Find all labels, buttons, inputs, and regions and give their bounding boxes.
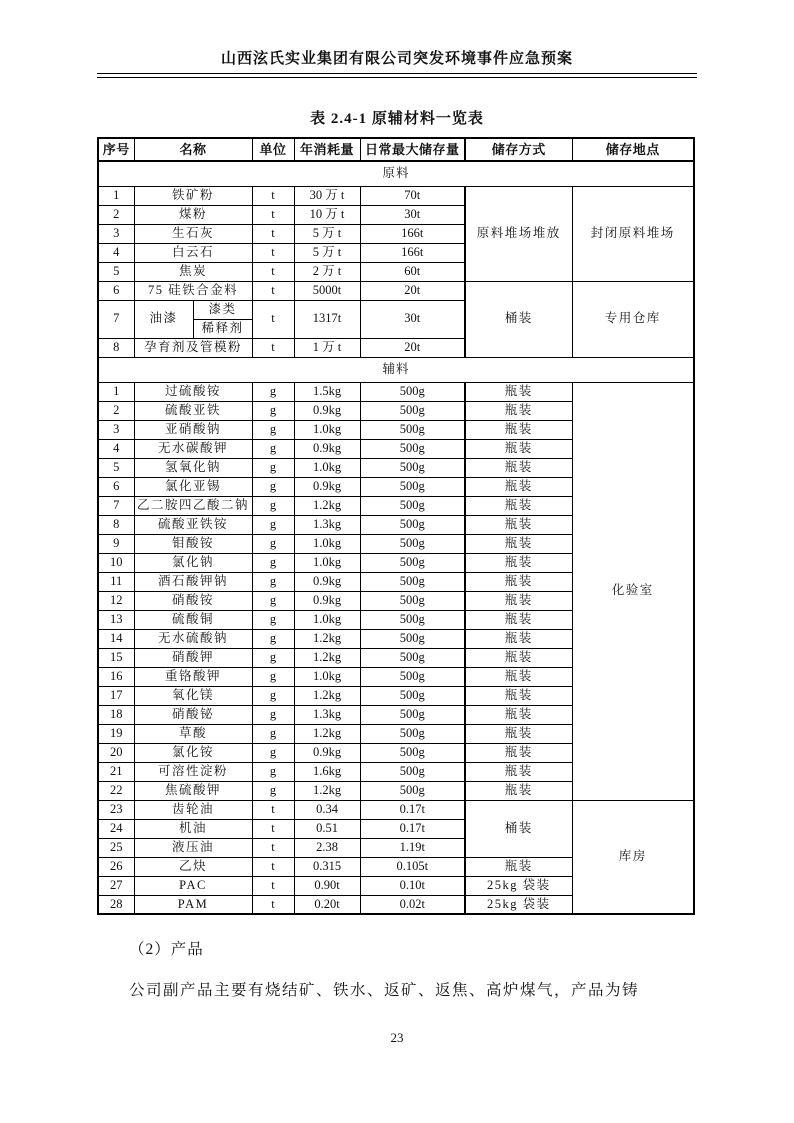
max-storage: 500g bbox=[360, 572, 465, 591]
storage-location: 库房 bbox=[572, 800, 694, 914]
max-storage: 30t bbox=[360, 205, 465, 224]
max-storage: 0.17t bbox=[360, 800, 465, 819]
annual-consumption: 1.0kg bbox=[294, 458, 360, 477]
material-name: PAM bbox=[134, 895, 252, 914]
material-name: 硫酸亚铁 bbox=[134, 401, 252, 420]
material-name: 铁矿粉 bbox=[134, 186, 252, 205]
material-name: 机油 bbox=[134, 819, 252, 838]
col-header-annual: 年消耗量 bbox=[294, 138, 360, 161]
page-content bbox=[97, 0, 697, 1002]
max-storage: 0.105t bbox=[360, 857, 465, 876]
annual-consumption: 1.0kg bbox=[294, 667, 360, 686]
row-no: 6 bbox=[98, 477, 134, 496]
unit: g bbox=[252, 705, 294, 724]
unit: t bbox=[252, 262, 294, 281]
max-storage: 20t bbox=[360, 281, 465, 300]
annual-consumption: 0.315 bbox=[294, 857, 360, 876]
row-no: 2 bbox=[98, 401, 134, 420]
body-text-block bbox=[97, 939, 717, 1002]
unit: g bbox=[252, 610, 294, 629]
material-name: 草酸 bbox=[134, 724, 252, 743]
annual-consumption: 10 万 t bbox=[294, 205, 360, 224]
material-name: 氯化钠 bbox=[134, 553, 252, 572]
material-name: 过硫酸铵 bbox=[134, 382, 252, 401]
unit: g bbox=[252, 382, 294, 401]
unit: g bbox=[252, 591, 294, 610]
material-name: 生石灰 bbox=[134, 224, 252, 243]
max-storage: 500g bbox=[360, 515, 465, 534]
max-storage: 20t bbox=[360, 338, 465, 357]
storage-method: 桶装 bbox=[465, 281, 572, 357]
annual-consumption: 30 万 t bbox=[294, 186, 360, 205]
row-no: 5 bbox=[98, 262, 134, 281]
row-no: 5 bbox=[98, 458, 134, 477]
max-storage: 1.19t bbox=[360, 838, 465, 857]
max-storage: 500g bbox=[360, 610, 465, 629]
unit: t bbox=[252, 857, 294, 876]
material-name: 可溶性淀粉 bbox=[134, 762, 252, 781]
annual-consumption: 0.9kg bbox=[294, 401, 360, 420]
row-no: 12 bbox=[98, 591, 134, 610]
material-name: 75 硅铁合金料 bbox=[134, 281, 252, 300]
row-no: 27 bbox=[98, 876, 134, 895]
annual-consumption: 1.5kg bbox=[294, 382, 360, 401]
annual-consumption: 1.2kg bbox=[294, 629, 360, 648]
annual-consumption: 1.2kg bbox=[294, 496, 360, 515]
row-no: 7 bbox=[98, 300, 134, 338]
storage-method: 瓶装 bbox=[465, 439, 572, 458]
max-storage: 166t bbox=[360, 224, 465, 243]
material-subname: 稀释剂 bbox=[193, 319, 252, 338]
storage-method: 瓶装 bbox=[465, 572, 572, 591]
material-name: 白云石 bbox=[134, 243, 252, 262]
annual-consumption: 1.3kg bbox=[294, 515, 360, 534]
storage-method: 瓶装 bbox=[465, 458, 572, 477]
row-no: 2 bbox=[98, 205, 134, 224]
row-no: 4 bbox=[98, 243, 134, 262]
table-row bbox=[98, 382, 694, 401]
col-header-unit: 单位 bbox=[252, 138, 294, 161]
row-no: 9 bbox=[98, 534, 134, 553]
annual-consumption: 1.2kg bbox=[294, 724, 360, 743]
material-name: 钼酸铵 bbox=[134, 534, 252, 553]
section-label: 辅料 bbox=[98, 357, 694, 382]
table-row bbox=[98, 281, 694, 300]
storage-method: 瓶装 bbox=[465, 610, 572, 629]
storage-method: 瓶装 bbox=[465, 496, 572, 515]
max-storage: 500g bbox=[360, 420, 465, 439]
row-no: 7 bbox=[98, 496, 134, 515]
storage-method: 瓶装 bbox=[465, 515, 572, 534]
material-name: 焦炭 bbox=[134, 262, 252, 281]
material-name: 重铬酸钾 bbox=[134, 667, 252, 686]
row-no: 6 bbox=[98, 281, 134, 300]
material-name: 酒石酸钾钠 bbox=[134, 572, 252, 591]
max-storage: 500g bbox=[360, 724, 465, 743]
annual-consumption: 1.0kg bbox=[294, 534, 360, 553]
unit: t bbox=[252, 243, 294, 262]
annual-consumption: 1.2kg bbox=[294, 648, 360, 667]
annual-consumption: 1.0kg bbox=[294, 610, 360, 629]
section-label: 原料 bbox=[98, 161, 694, 186]
row-no: 1 bbox=[98, 186, 134, 205]
max-storage: 500g bbox=[360, 705, 465, 724]
max-storage: 500g bbox=[360, 477, 465, 496]
max-storage: 500g bbox=[360, 382, 465, 401]
unit: g bbox=[252, 534, 294, 553]
max-storage: 500g bbox=[360, 534, 465, 553]
max-storage: 0.02t bbox=[360, 895, 465, 914]
unit: g bbox=[252, 762, 294, 781]
unit: t bbox=[252, 819, 294, 838]
row-no: 16 bbox=[98, 667, 134, 686]
unit: t bbox=[252, 800, 294, 819]
row-no: 19 bbox=[98, 724, 134, 743]
row-no: 8 bbox=[98, 338, 134, 357]
material-name: 硝酸钾 bbox=[134, 648, 252, 667]
storage-method: 瓶装 bbox=[465, 591, 572, 610]
material-name: 亚硝酸钠 bbox=[134, 420, 252, 439]
unit: g bbox=[252, 496, 294, 515]
page-number: 23 bbox=[390, 1030, 404, 1045]
max-storage: 0.17t bbox=[360, 819, 465, 838]
header-double-rule bbox=[97, 73, 697, 78]
annual-consumption: 1 万 t bbox=[294, 338, 360, 357]
row-no: 8 bbox=[98, 515, 134, 534]
storage-method: 瓶装 bbox=[465, 382, 572, 401]
material-name: 煤粉 bbox=[134, 205, 252, 224]
max-storage: 500g bbox=[360, 496, 465, 515]
unit: g bbox=[252, 648, 294, 667]
max-storage: 70t bbox=[360, 186, 465, 205]
row-no: 28 bbox=[98, 895, 134, 914]
unit: g bbox=[252, 401, 294, 420]
max-storage: 500g bbox=[360, 591, 465, 610]
unit: t bbox=[252, 338, 294, 357]
col-header-name: 名称 bbox=[134, 138, 252, 161]
unit: g bbox=[252, 667, 294, 686]
storage-method: 瓶装 bbox=[465, 705, 572, 724]
annual-consumption: 5000t bbox=[294, 281, 360, 300]
storage-location: 化验室 bbox=[572, 382, 694, 800]
storage-method: 原料堆场堆放 bbox=[465, 186, 572, 281]
unit: g bbox=[252, 781, 294, 800]
material-name: 焦硫酸钾 bbox=[134, 781, 252, 800]
material-name: 氯化亚锡 bbox=[134, 477, 252, 496]
max-storage: 500g bbox=[360, 686, 465, 705]
storage-method: 瓶装 bbox=[465, 743, 572, 762]
annual-consumption: 1.0kg bbox=[294, 553, 360, 572]
table-header-row bbox=[98, 138, 694, 161]
annual-consumption: 0.9kg bbox=[294, 743, 360, 762]
unit: t bbox=[252, 300, 294, 338]
row-no: 14 bbox=[98, 629, 134, 648]
material-name: 液压油 bbox=[134, 838, 252, 857]
row-no: 23 bbox=[98, 800, 134, 819]
row-no: 21 bbox=[98, 762, 134, 781]
unit: g bbox=[252, 439, 294, 458]
section-row bbox=[98, 161, 694, 186]
material-subname: 漆类 bbox=[193, 300, 252, 319]
storage-method: 瓶装 bbox=[465, 648, 572, 667]
annual-consumption: 0.34 bbox=[294, 800, 360, 819]
unit: t bbox=[252, 224, 294, 243]
annual-consumption: 0.51 bbox=[294, 819, 360, 838]
row-no: 24 bbox=[98, 819, 134, 838]
unit: t bbox=[252, 895, 294, 914]
unit: g bbox=[252, 743, 294, 762]
storage-location: 专用仓库 bbox=[572, 281, 694, 357]
max-storage: 500g bbox=[360, 629, 465, 648]
storage-method: 瓶装 bbox=[465, 762, 572, 781]
storage-method: 瓶装 bbox=[465, 686, 572, 705]
max-storage: 500g bbox=[360, 401, 465, 420]
unit: g bbox=[252, 572, 294, 591]
row-no: 18 bbox=[98, 705, 134, 724]
row-no: 10 bbox=[98, 553, 134, 572]
material-name: 硝酸铵 bbox=[134, 591, 252, 610]
row-no: 15 bbox=[98, 648, 134, 667]
max-storage: 500g bbox=[360, 762, 465, 781]
max-storage: 30t bbox=[360, 300, 465, 338]
document-header-title: 山西泫氏实业集团有限公司突发环境事件应急预案 bbox=[220, 51, 573, 67]
max-storage: 500g bbox=[360, 458, 465, 477]
body-paragraph: 公司副产品主要有烧结矿、铁水、返矿、返焦、高炉煤气，产品为铸 bbox=[129, 982, 640, 999]
unit: g bbox=[252, 477, 294, 496]
unit: t bbox=[252, 186, 294, 205]
annual-consumption: 1.3kg bbox=[294, 705, 360, 724]
table-row bbox=[98, 800, 694, 819]
unit: g bbox=[252, 629, 294, 648]
storage-method: 瓶装 bbox=[465, 534, 572, 553]
material-name: PAC bbox=[134, 876, 252, 895]
material-name: 硝酸铋 bbox=[134, 705, 252, 724]
unit: t bbox=[252, 876, 294, 895]
annual-consumption: 1.6kg bbox=[294, 762, 360, 781]
storage-method: 瓶装 bbox=[465, 857, 572, 876]
max-storage: 0.10t bbox=[360, 876, 465, 895]
unit: g bbox=[252, 724, 294, 743]
material-name: 无水碳酸钾 bbox=[134, 439, 252, 458]
row-no: 25 bbox=[98, 838, 134, 857]
row-no: 11 bbox=[98, 572, 134, 591]
material-name: 硫酸亚铁铵 bbox=[134, 515, 252, 534]
material-name: 硫酸铜 bbox=[134, 610, 252, 629]
annual-consumption: 0.9kg bbox=[294, 572, 360, 591]
storage-method: 桶装 bbox=[465, 800, 572, 857]
storage-method: 25kg 袋装 bbox=[465, 895, 572, 914]
row-no: 3 bbox=[98, 224, 134, 243]
annual-consumption: 0.20t bbox=[294, 895, 360, 914]
max-storage: 166t bbox=[360, 243, 465, 262]
row-no: 17 bbox=[98, 686, 134, 705]
row-no: 1 bbox=[98, 382, 134, 401]
annual-consumption: 0.90t bbox=[294, 876, 360, 895]
storage-method: 瓶装 bbox=[465, 629, 572, 648]
row-no: 22 bbox=[98, 781, 134, 800]
max-storage: 500g bbox=[360, 553, 465, 572]
unit: t bbox=[252, 838, 294, 857]
col-header-no: 序号 bbox=[98, 138, 134, 161]
materials-table bbox=[97, 137, 695, 915]
unit: g bbox=[252, 420, 294, 439]
storage-method: 瓶装 bbox=[465, 420, 572, 439]
material-name: 无水硫酸钠 bbox=[134, 629, 252, 648]
unit: g bbox=[252, 686, 294, 705]
material-name: 乙二胺四乙酸二钠 bbox=[134, 496, 252, 515]
material-name: 孕育剂及管模粉 bbox=[134, 338, 252, 357]
annual-consumption: 1.2kg bbox=[294, 781, 360, 800]
annual-consumption: 0.9kg bbox=[294, 477, 360, 496]
annual-consumption: 1317t bbox=[294, 300, 360, 338]
max-storage: 500g bbox=[360, 648, 465, 667]
annual-consumption: 5 万 t bbox=[294, 243, 360, 262]
annual-consumption: 5 万 t bbox=[294, 224, 360, 243]
row-no: 4 bbox=[98, 439, 134, 458]
col-header-max-storage: 日常最大储存量 bbox=[360, 138, 465, 161]
storage-method: 瓶装 bbox=[465, 667, 572, 686]
annual-consumption: 1.0kg bbox=[294, 420, 360, 439]
material-name: 乙炔 bbox=[134, 857, 252, 876]
annual-consumption: 0.9kg bbox=[294, 439, 360, 458]
row-no: 3 bbox=[98, 420, 134, 439]
unit: t bbox=[252, 281, 294, 300]
unit: g bbox=[252, 458, 294, 477]
col-header-location: 储存地点 bbox=[572, 138, 694, 161]
max-storage: 500g bbox=[360, 781, 465, 800]
table-caption: 表 2.4-1 原辅材料一览表 bbox=[310, 111, 484, 127]
section-row bbox=[98, 357, 694, 382]
item-heading: （2）产品 bbox=[129, 941, 204, 958]
storage-method: 瓶装 bbox=[465, 401, 572, 420]
storage-method: 瓶装 bbox=[465, 477, 572, 496]
table-row bbox=[98, 186, 694, 205]
material-name: 氧化镁 bbox=[134, 686, 252, 705]
max-storage: 500g bbox=[360, 439, 465, 458]
annual-consumption: 2.38 bbox=[294, 838, 360, 857]
material-name: 齿轮油 bbox=[134, 800, 252, 819]
unit: g bbox=[252, 515, 294, 534]
storage-location: 封闭原料堆场 bbox=[572, 186, 694, 281]
row-no: 26 bbox=[98, 857, 134, 876]
annual-consumption: 1.2kg bbox=[294, 686, 360, 705]
unit: t bbox=[252, 205, 294, 224]
storage-method: 25kg 袋装 bbox=[465, 876, 572, 895]
annual-consumption: 0.9kg bbox=[294, 591, 360, 610]
unit: g bbox=[252, 553, 294, 572]
storage-method: 瓶装 bbox=[465, 724, 572, 743]
storage-method: 瓶装 bbox=[465, 781, 572, 800]
row-no: 20 bbox=[98, 743, 134, 762]
max-storage: 60t bbox=[360, 262, 465, 281]
storage-method: 瓶装 bbox=[465, 553, 572, 572]
material-name: 油漆 bbox=[134, 300, 193, 338]
max-storage: 500g bbox=[360, 667, 465, 686]
material-name: 氢氧化钠 bbox=[134, 458, 252, 477]
max-storage: 500g bbox=[360, 743, 465, 762]
annual-consumption: 2 万 t bbox=[294, 262, 360, 281]
material-name: 氯化铵 bbox=[134, 743, 252, 762]
row-no: 13 bbox=[98, 610, 134, 629]
col-header-method: 储存方式 bbox=[465, 138, 572, 161]
